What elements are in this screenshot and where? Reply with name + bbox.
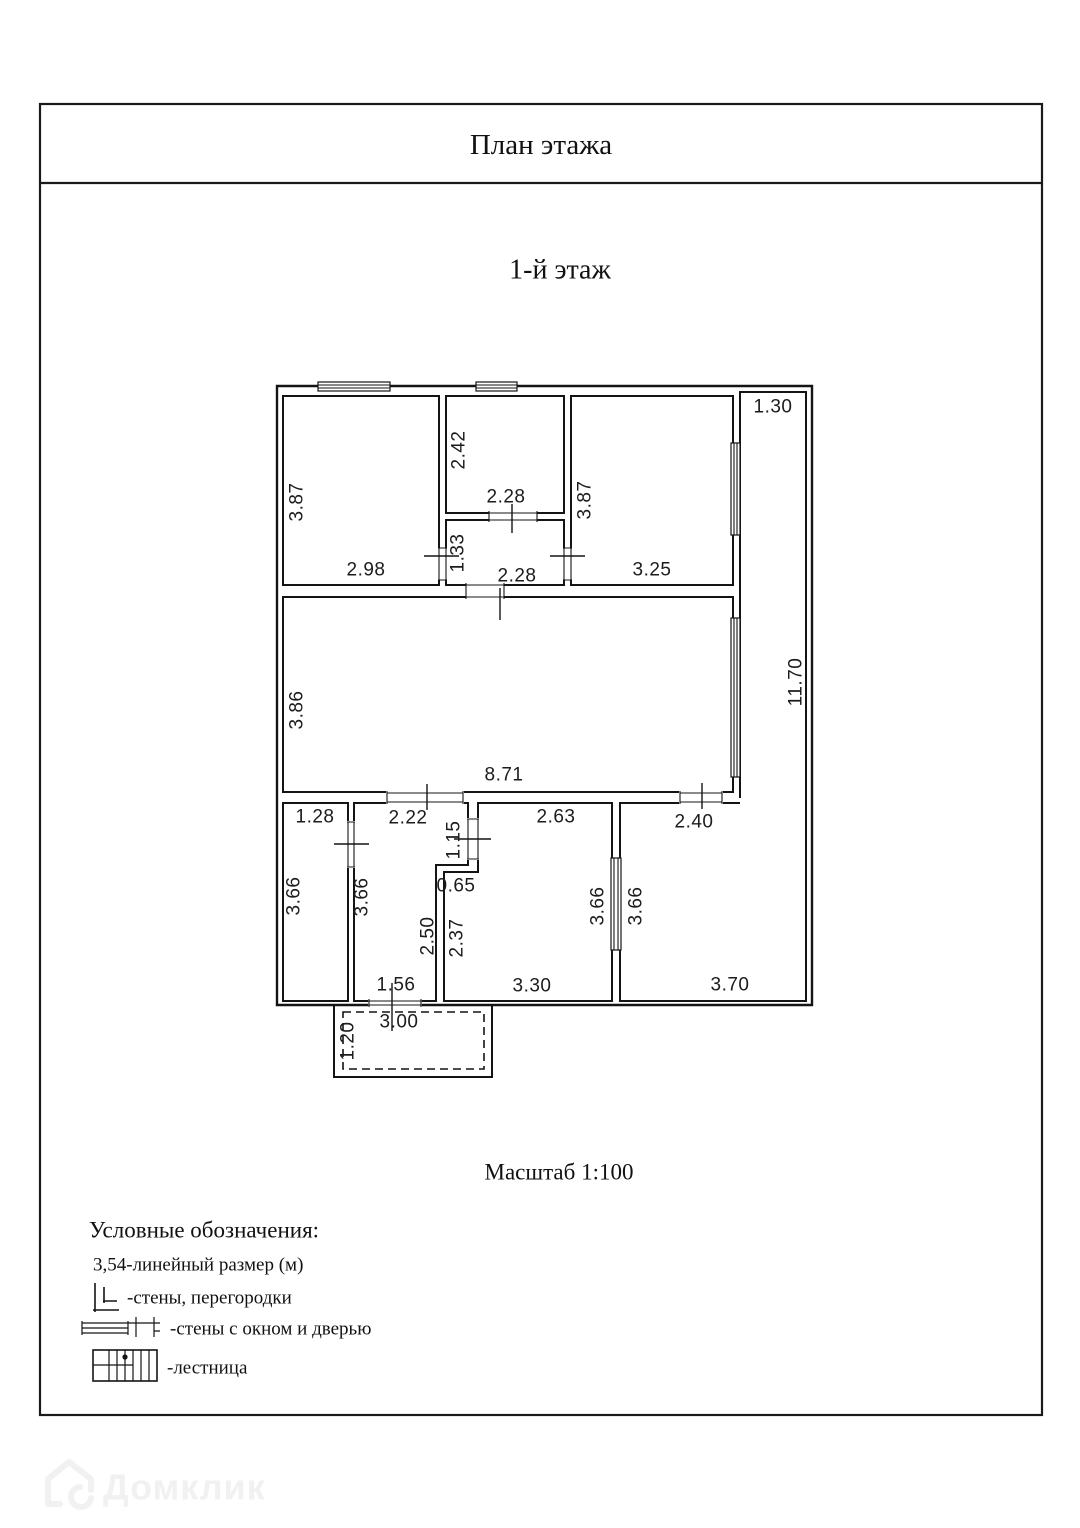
floor-label: 1-й этаж [509,254,611,286]
dimension-label: 3.00 [379,1011,419,1033]
dimension-label: 3.66 [283,876,305,916]
dimension-label: 2.50 [417,916,439,956]
dimension-label: 0.65 [436,875,476,897]
dimension-label: 2.37 [446,918,468,958]
window-icon [611,858,621,950]
dimension-label: 3.87 [574,480,596,520]
dimension-label: 2.42 [448,430,470,470]
windows [318,382,740,950]
legend-item-walls: -стены, перегородки [127,1287,292,1309]
window-icon [318,382,390,391]
corridor-strip [740,392,806,798]
window-icon [731,618,740,777]
house-logo-icon [48,1462,91,1507]
dimension-label: 3.70 [710,974,750,996]
legend [82,1218,371,1382]
dimension-label: 1.30 [753,396,793,418]
legend-item-stairs: -лестница [167,1357,248,1379]
window-icon [731,443,740,535]
scale-label: Масштаб 1:100 [484,1159,634,1185]
stairs-symbol-icon [93,1350,157,1381]
dimension-label: 1.28 [295,806,335,828]
watermark [48,1462,266,1508]
legend-item-window-door: -стены с окном и дверью [170,1318,372,1340]
dimension-label: 2.98 [346,559,386,581]
dimension-label: 3.66 [351,877,373,917]
dimension-label: 3.66 [625,886,647,926]
dimension-label: 3.86 [286,690,308,730]
page-title: План этажа [469,129,613,161]
dimension-label: 3.66 [587,886,609,926]
dimension-label: 1.20 [337,1021,359,1061]
walls-symbol-icon [93,1283,119,1312]
dimension-label: 1.56 [376,974,416,996]
dimension-label: 2.63 [536,806,576,828]
dimension-label: 8.71 [484,764,524,786]
dimension-label: 1.15 [443,820,465,860]
dimension-label: 2.28 [497,565,537,587]
window-icon [476,382,517,391]
dimension-labels [284,397,807,1061]
living-room [283,597,733,792]
legend-item-linear-dimension: 3,54-линейный размер (м) [93,1254,304,1276]
dimension-label: 11.70 [785,657,807,707]
dimension-label: 2.40 [674,811,714,833]
watermark-brand: Домклик [103,1466,266,1508]
window-door-symbol-icon [82,1317,160,1337]
dimension-label: 3.25 [632,559,672,581]
dimension-label: 3.87 [286,482,308,522]
dimension-label: 3.30 [512,975,552,997]
legend-heading: Условные обозначения: [89,1217,320,1243]
dimension-label: 1.33 [447,533,469,573]
dimension-label: 2.22 [388,807,428,829]
dimension-label: 2.28 [486,486,526,508]
